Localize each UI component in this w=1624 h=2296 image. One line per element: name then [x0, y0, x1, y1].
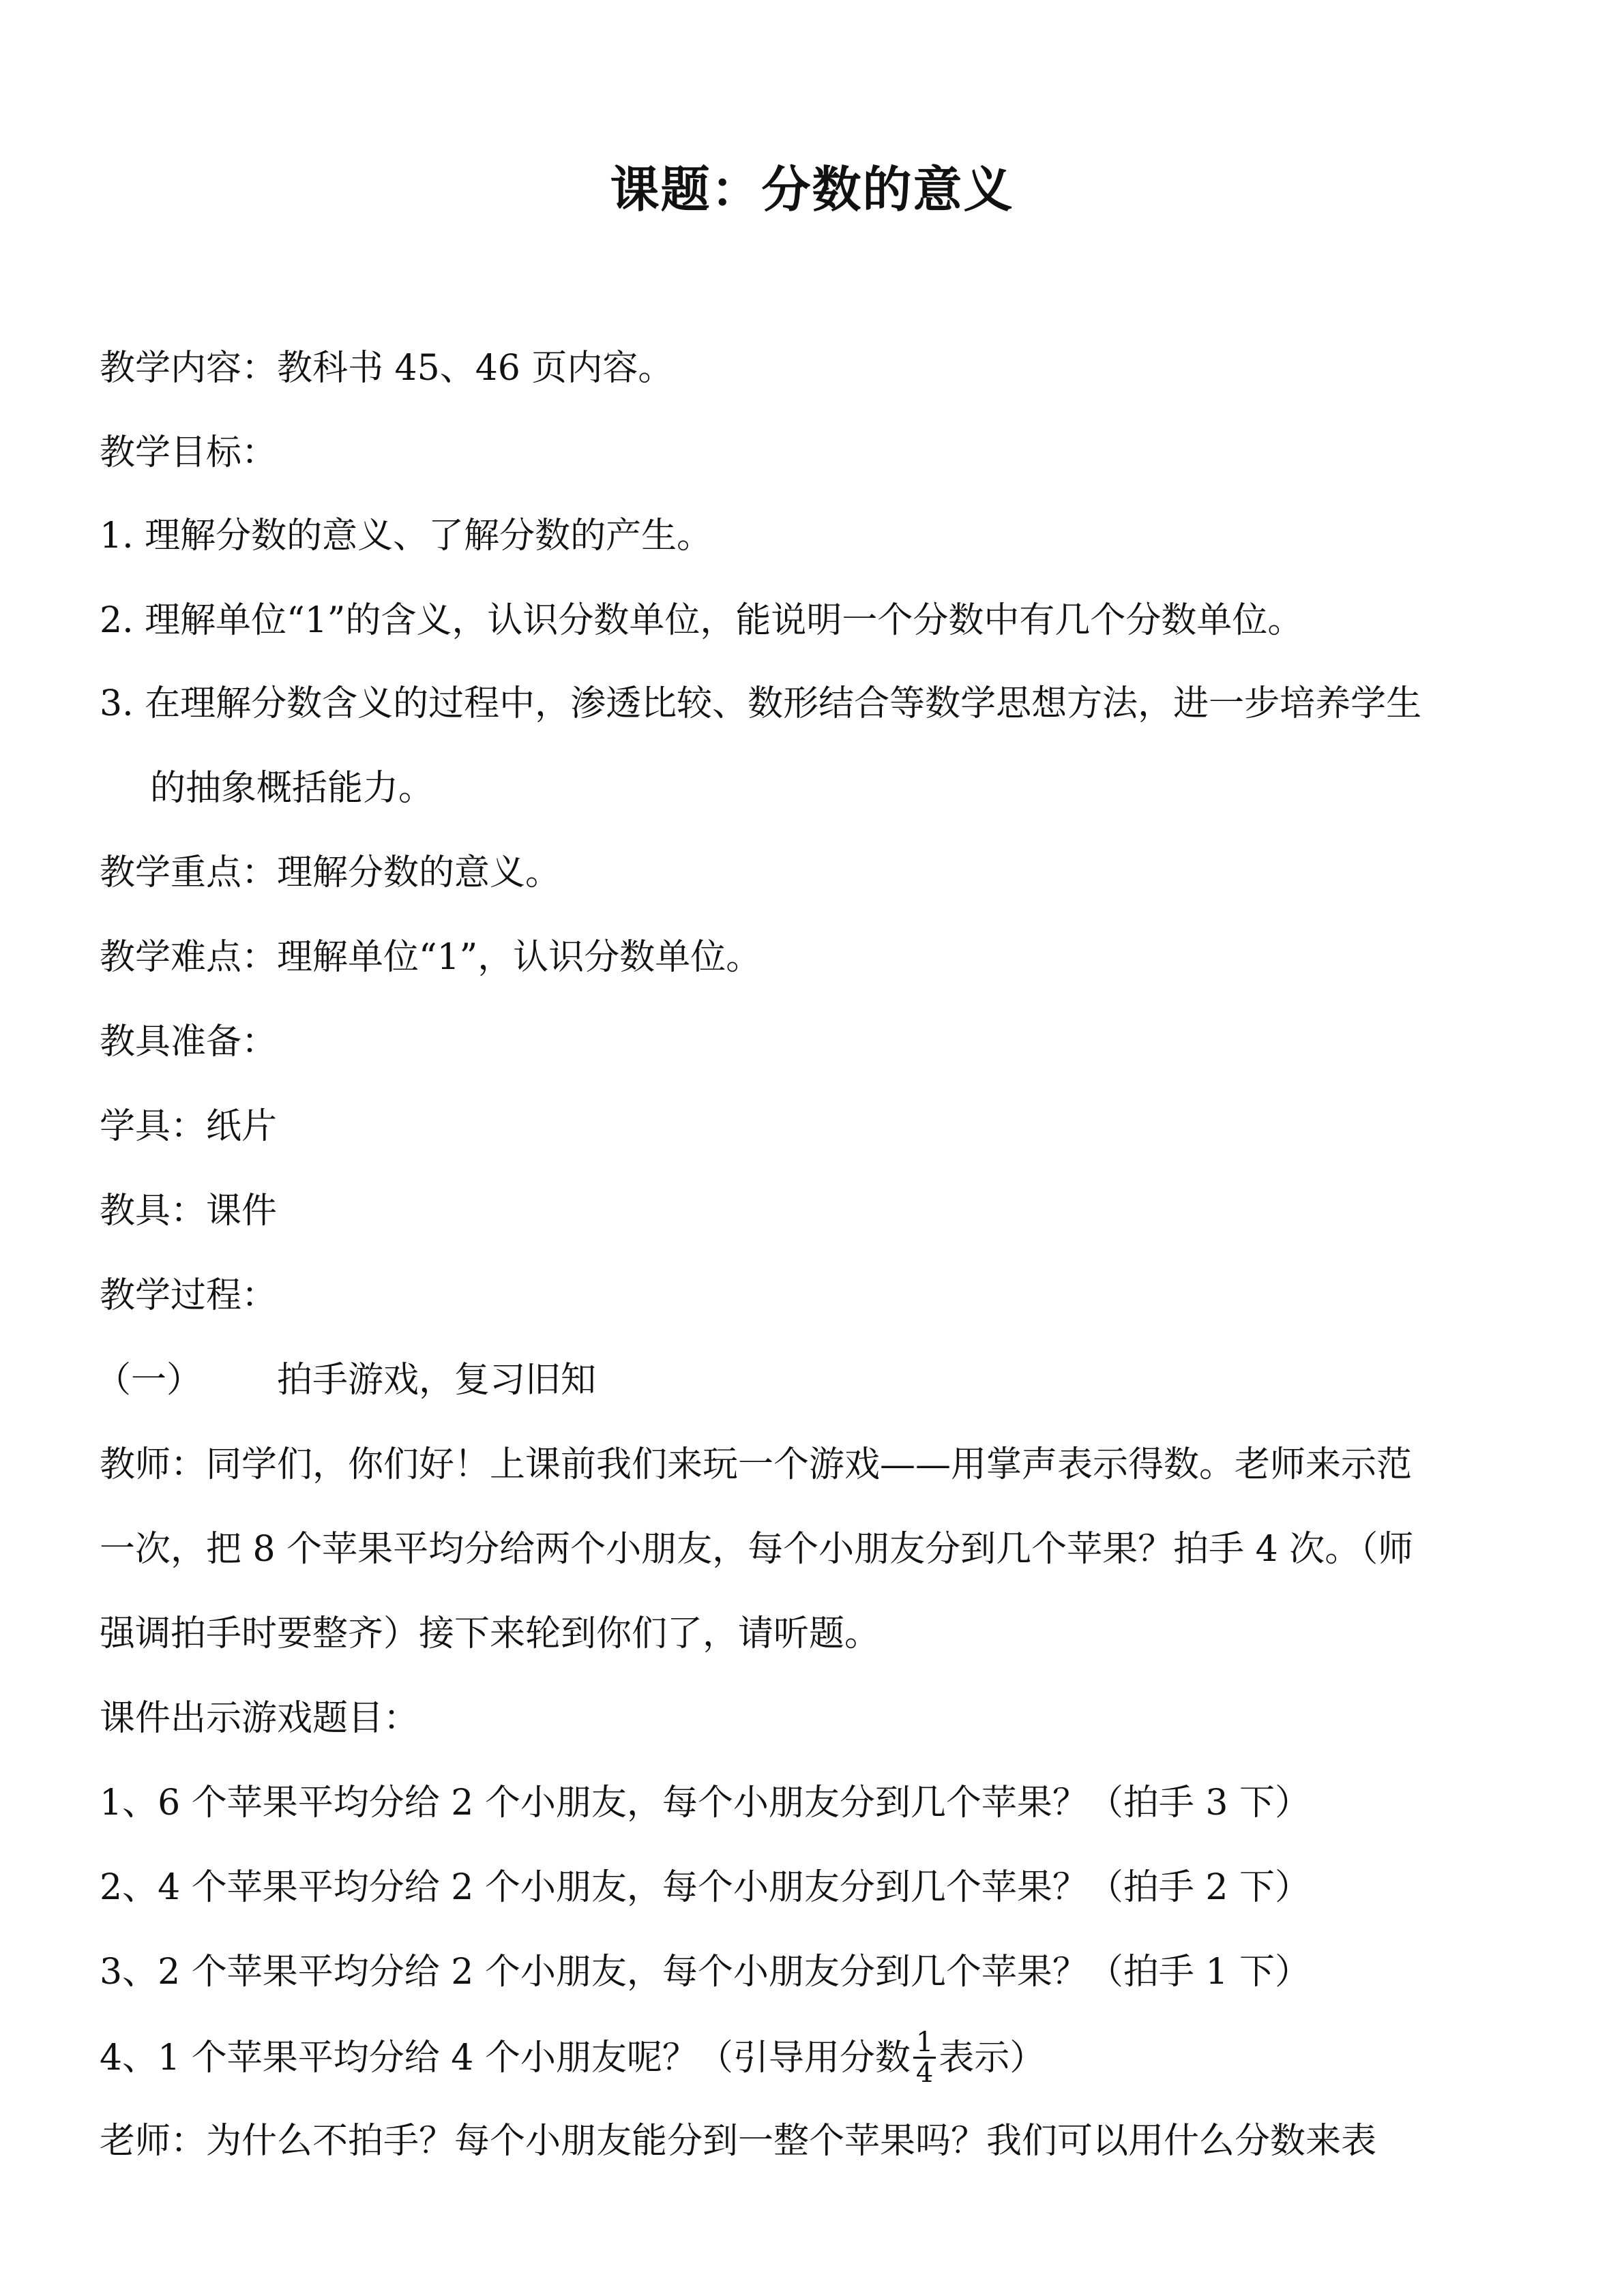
process-heading: 教学过程： [100, 1275, 278, 1316]
question-1: 1、6 个苹果平均分给 2 个小朋友，每个小朋友分到几个苹果？（拍手 3 下） [100, 1783, 1310, 1823]
tools-heading: 教具准备： [100, 1022, 278, 1062]
objective-2: 2. 理解单位“1”的含义，认识分数单位，能说明一个分数中有几个分数单位。 [100, 600, 1303, 641]
teacher-speech-line-1: 教师：同学们，你们好！上课前我们来玩一个游戏——用掌声表示得数。老师来示范 [100, 1444, 1413, 1485]
fraction-denominator: 4 [915, 2057, 934, 2089]
objective-3-line-2: 的抽象概括能力。 [150, 768, 434, 809]
difficult-point: 教学难点：理解单位“1”，认识分数单位。 [100, 937, 762, 978]
fraction-numerator: 1 [913, 2028, 936, 2059]
question-4 [100, 2027, 1046, 2090]
question-2: 2、4 个苹果平均分给 2 个小朋友，每个小朋友分到几个苹果？（拍手 2 下） [100, 1867, 1310, 1908]
teacher-final-line: 老师：为什么不拍手？每个小朋友能分到一整个苹果吗？我们可以用什么分数来表 [100, 2121, 1377, 2162]
teacher-speech-line-3: 强调拍手时要整齐）接下来轮到你们了，请听题。 [100, 1613, 881, 1654]
question-4-text-after: 表示） [939, 2038, 1046, 2078]
page-title: 课题：分数的意义 [610, 161, 1014, 218]
objectives-heading: 教学目标： [100, 432, 278, 473]
teacher-tools: 教具：课件 [100, 1191, 278, 1232]
section-1-heading [95, 1354, 596, 1406]
student-tools: 学具：纸片 [100, 1106, 278, 1147]
section-1-number: （一） [95, 1360, 203, 1401]
objective-1: 1. 理解分数的意义、了解分数的产生。 [100, 516, 713, 556]
question-3: 3、2 个苹果平均分给 2 个小朋友，每个小朋友分到几个苹果？（拍手 1 下） [100, 1952, 1310, 1993]
key-point: 教学重点：理解分数的意义。 [100, 852, 561, 893]
objective-3-line-1: 3. 在理解分数含义的过程中，渗透比较、数形结合等数学思想方法，进一步培养学生 [100, 683, 1422, 724]
teaching-content: 教学内容：教科书 45、46 页内容。 [100, 348, 674, 389]
teacher-speech-line-2: 一次，把 8 个苹果平均分给两个小朋友，每个小朋友分到几个苹果？拍手 4 次。（师 [100, 1529, 1414, 1570]
courseware-heading: 课件出示游戏题目： [100, 1698, 419, 1739]
question-4-text-before: 4、1 个苹果平均分给 4 个小朋友呢？（引导用分数 [100, 2038, 911, 2078]
section-1-title: 拍手游戏，复习旧知 [277, 1360, 597, 1401]
fraction-one-quarter [913, 2028, 936, 2087]
